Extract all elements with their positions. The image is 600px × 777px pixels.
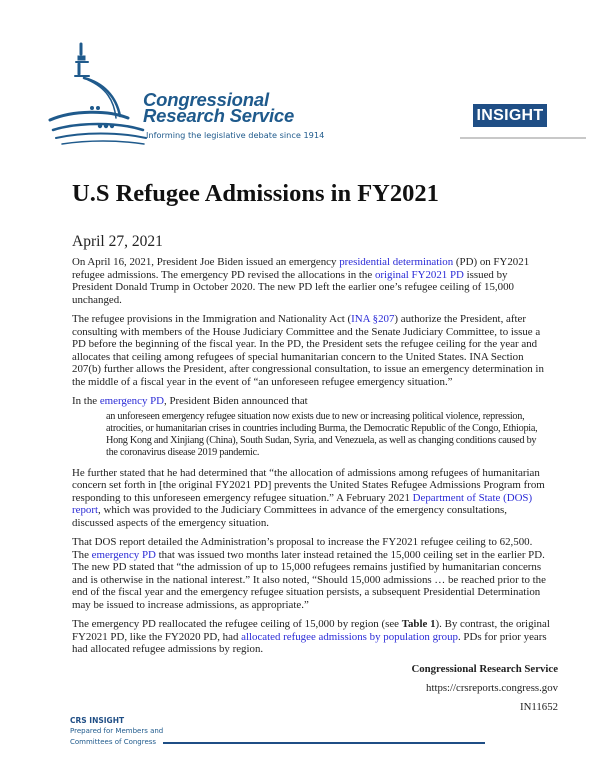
footer-subtitle <box>70 726 163 747</box>
page-title: U.S Refugee Admissions in FY2021 <box>72 180 439 207</box>
paragraph-5: That DOS report detailed the Administration’s proposal to increase the FY2021 refugee ceiling to 62,500. The emergency PD that was issued two months later instead retained the 15,000 ceiling set in the earlier PD. The new PD stated that “the admission of up to 15,000 refugees remains justified by humanitarian concerns and is otherwise in the national interest.” It also noted, “Should 15,000 admissions … be reached prior to the end of the fiscal year and the emergency refugee situation persists, a subsequent Presidential Determination may be issued to increase admissions, as appropriate.” <box>72 536 546 611</box>
paragraph-6: The emergency PD reallocated the refugee ceiling of 15,000 by region (see Table 1). By contrast, the original FY2021 PD, like the FY2020 PD, had allocated refugee admissions by population group. PDs for prior years had allocated refugee admissions by region. <box>72 618 550 655</box>
link-emergency-pd-2[interactable]: emergency PD <box>91 548 156 561</box>
paragraph-2: The refugee provisions in the Immigration and Nationality Act (INA §207) authorize the President, after consulting with members of the House Judiciary Committee and the Senate Judiciary Committee, to issue a PD before the beginning of the fiscal year. In the PD, the President sets the refugee ceiling for the year and allocates that ceiling among refugees of special humanitarian concern to the United States. INA Section 207(b) further allows the President, after congressional consultation, to issue an emergency determination in the middle of a fiscal year in the event of “an unforeseen refugee emergency situation.” <box>72 313 544 388</box>
footer-title: CRS INSIGHT <box>70 716 125 725</box>
link-ina-207[interactable]: INA §207 <box>351 313 395 325</box>
paragraph-1: On April 16, 2021, President Joe Biden issued an emergency presidential determination (PD) on FY2021 refugee admissions. The emergency PD revised the allocations in the original FY2021 PD issued by President Donald Trump in October 2020. The new PD left the earlier one’s refugee ceiling of 15,000 unchanged. <box>72 256 530 306</box>
footer-divider <box>163 742 485 744</box>
logo-wordmark <box>143 89 295 126</box>
block-quote: an unforeseen emergency refugee situation now exists due to new or increasing political violence, repression, atrocities, or humanitarian crises in countries including Burma, the Democratic Republic of the Congo, Ethiopia, Hong Kong and Xinjiang (China), South Sudan, Syria, and Venezuela, as well as changing conditions caused by the coronavirus disease 2019 pandemic. <box>106 410 538 458</box>
signature-url[interactable]: https://crsreports.congress.gov <box>426 682 558 694</box>
article-body <box>72 256 550 663</box>
footer-line2: Committees of Congress <box>70 737 157 746</box>
logo-name-line1: Congressional <box>143 89 269 110</box>
link-population-group[interactable]: allocated refugee admissions by population group <box>241 630 458 643</box>
link-original-fy2021-pd[interactable]: original FY2021 PD <box>374 268 464 281</box>
signature-org: Congressional Research Service <box>411 663 558 675</box>
capitol-dome-icon <box>48 38 148 148</box>
paragraph-3: In the emergency PD, President Biden announced that <box>72 395 308 407</box>
paragraph-4: He further stated that he had determined that “the allocation of admissions among refugees of humanitarian concern set forth in [the original FY2021 PD] prevents the United States Refugee Admissions Program from responding to this unforeseen emergency refugee situation.” A February 2021 Department of State (DOS) report, which was provided to the Judiciary Committees in advance of the emergency consultations, discussed aspects of the emergency situation. <box>72 466 545 529</box>
publication-date: April 27, 2021 <box>72 233 163 250</box>
logo-tagline: Informing the legislative debate since 1914 <box>146 130 325 140</box>
table-reference: Table 1 <box>401 618 436 630</box>
crs-logo <box>48 38 338 148</box>
footer-line1: Prepared for Members and <box>70 727 164 735</box>
logo-name-line2: Research Service <box>143 105 295 126</box>
insight-badge: INSIGHT <box>473 104 547 127</box>
link-dos-report[interactable]: Department of State (DOS) report <box>72 491 533 516</box>
header-divider <box>460 137 586 139</box>
link-emergency-pd[interactable]: emergency PD <box>99 395 165 407</box>
link-presidential-determination[interactable]: presidential determination <box>339 256 454 268</box>
report-id: IN11652 <box>520 701 558 713</box>
signature-block <box>411 660 558 717</box>
